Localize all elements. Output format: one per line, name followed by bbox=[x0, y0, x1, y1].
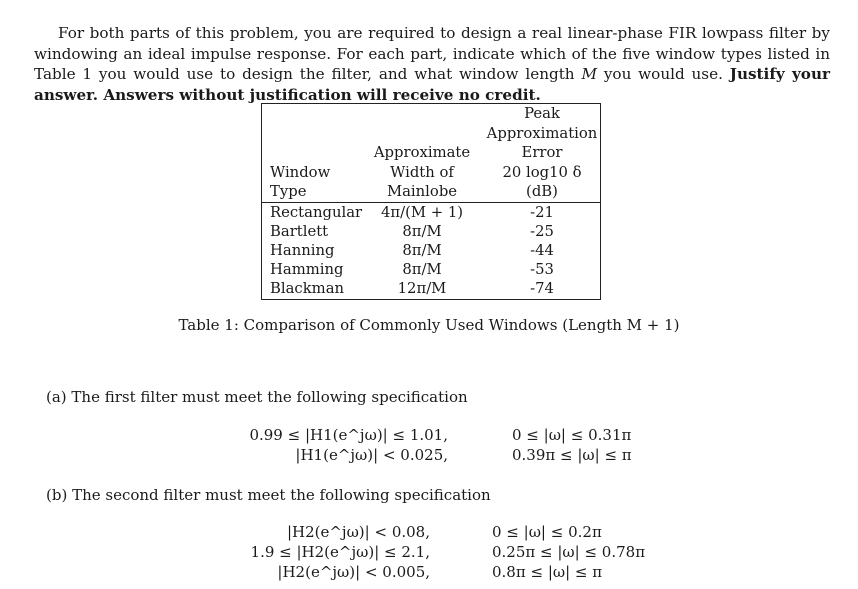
header-log-formula: 20 log10 δ bbox=[502, 164, 582, 181]
part-b-spec-1-rhs: 0 ≤ |ω| ≤ 0.2π bbox=[492, 523, 602, 541]
row-blackman-type: Blackman bbox=[270, 280, 345, 297]
part-b-label: (b) The second filter must meet the following specification bbox=[46, 486, 491, 504]
header-approximate: Approximate bbox=[373, 144, 471, 161]
row-bartlett-width: 8π/M bbox=[402, 223, 442, 240]
part-a-spec-2-lhs: |H1(e^jω)| < 0.025, bbox=[295, 446, 448, 464]
row-rectangular-width: 4π/(M + 1) bbox=[380, 204, 464, 221]
header-db: (dB) bbox=[526, 183, 558, 200]
header-mainlobe: Mainlobe bbox=[386, 183, 458, 200]
header-approximation: Approximation bbox=[486, 125, 598, 142]
intro-bold-instruction: Justify your answer. Answers without justification will receive no credit. bbox=[34, 65, 830, 104]
row-hanning-type: Hanning bbox=[270, 242, 335, 259]
intro-var-m: M bbox=[581, 65, 597, 84]
part-b-spec-3-lhs: |H2(e^jω)| < 0.005, bbox=[277, 563, 430, 581]
row-hamming-error: -53 bbox=[530, 261, 554, 278]
window-table bbox=[261, 103, 601, 300]
problem-intro bbox=[34, 23, 830, 105]
intro-text-2: you would use. bbox=[597, 65, 730, 84]
part-b-spec-2-lhs: 1.9 ≤ |H2(e^jω)| ≤ 2.1, bbox=[250, 543, 430, 561]
header-type: Type bbox=[270, 183, 307, 200]
part-a-label: (a) The first filter must meet the following specification bbox=[46, 388, 468, 406]
part-b-spec-3-rhs: 0.8π ≤ |ω| ≤ π bbox=[492, 563, 603, 581]
row-rectangular-error: -21 bbox=[530, 204, 554, 221]
row-blackman-width: 12π/M bbox=[397, 280, 447, 297]
part-a-spec-1-rhs: 0 ≤ |ω| ≤ 0.31π bbox=[512, 426, 632, 444]
part-a-spec-2-rhs: 0.39π ≤ |ω| ≤ π bbox=[512, 446, 632, 464]
row-bartlett-type: Bartlett bbox=[270, 223, 329, 240]
header-window: Window bbox=[270, 164, 331, 181]
row-rectangular-type: Rectangular bbox=[270, 204, 363, 221]
row-hanning-error: -44 bbox=[530, 242, 554, 259]
part-a-spec-1-lhs: 0.99 ≤ |H1(e^jω)| ≤ 1.01, bbox=[249, 426, 448, 444]
table-caption: Table 1: Comparison of Commonly Used Windows (Length M + 1) bbox=[178, 316, 680, 334]
part-b-spec-2-rhs: 0.25π ≤ |ω| ≤ 0.78π bbox=[492, 543, 646, 561]
row-hamming-width: 8π/M bbox=[402, 261, 442, 278]
part-b-spec-1-lhs: |H2(e^jω)| < 0.08, bbox=[286, 523, 430, 541]
row-hanning-width: 8π/M bbox=[402, 242, 442, 259]
header-peak: Peak bbox=[524, 105, 560, 122]
row-blackman-error: -74 bbox=[530, 280, 554, 297]
row-hamming-type: Hamming bbox=[270, 261, 344, 278]
header-width-of: Width of bbox=[390, 164, 454, 181]
row-bartlett-error: -25 bbox=[530, 223, 554, 240]
header-error: Error bbox=[521, 144, 563, 161]
intro-text: For both parts of this problem, you are required to design a real linear-phase FIR lowpass filter by windowing an ideal impulse response. For each part, indicate which of the five window types listed in Table 1 you would use to design the filter, and what window length bbox=[34, 24, 830, 84]
